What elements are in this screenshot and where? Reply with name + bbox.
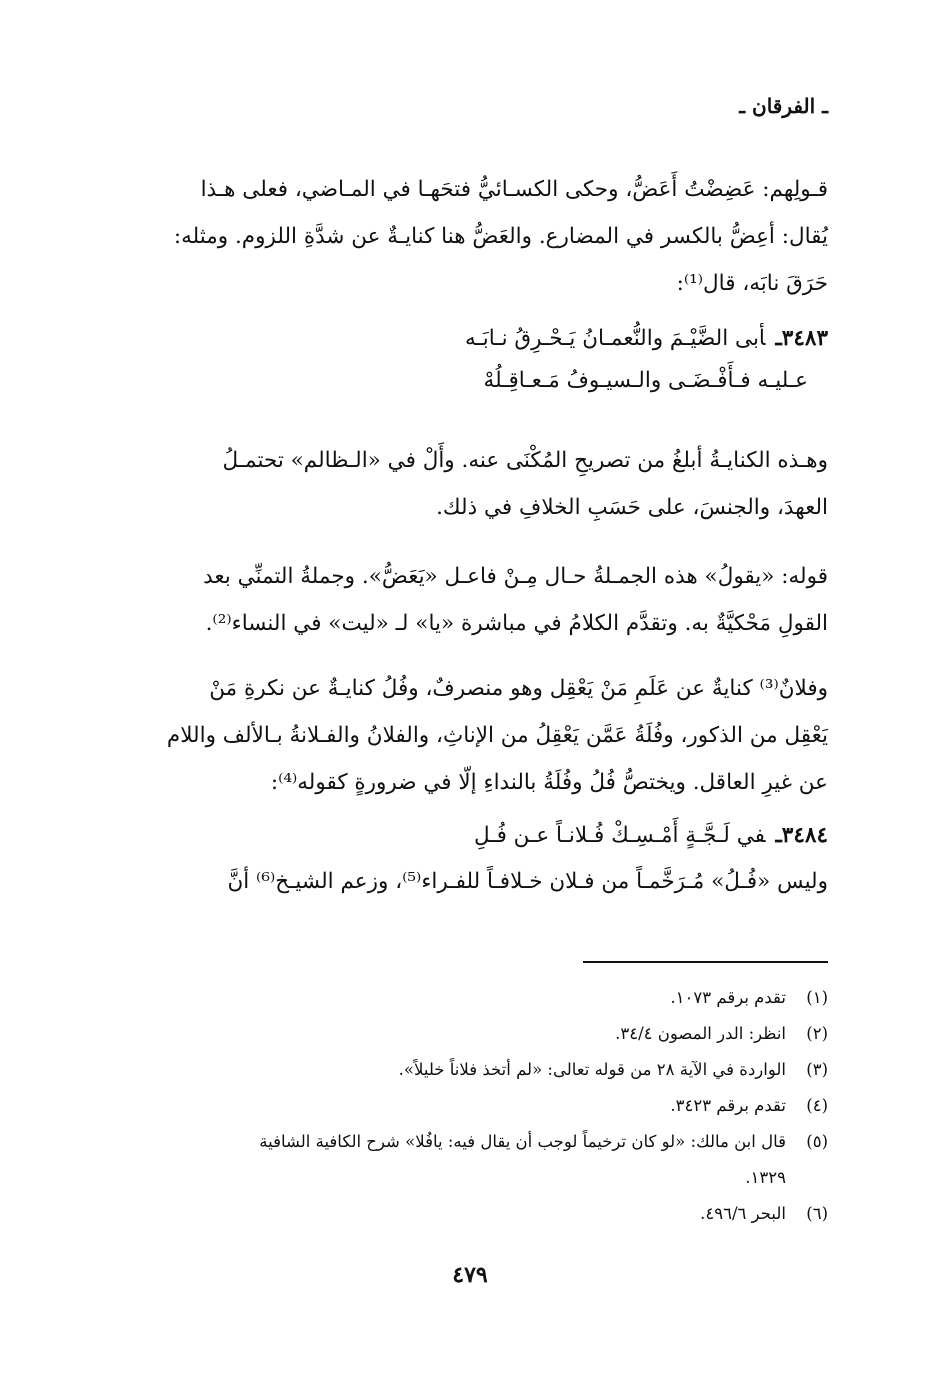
verse-hemistich: في لَـجَّـةٍ أَمْـسِـكْ فُـلانـاً عـن فُـلِ <box>473 823 766 848</box>
footnote-number: (٦) <box>806 1204 828 1223</box>
footnote-number: (٢) <box>806 1024 828 1043</box>
footnote <box>145 980 828 1016</box>
footnote-text: تقدم برقم ٣٤٢٣. <box>670 1096 786 1115</box>
text-line: يَعْقِل من الذكور، وفُلَةُ عَمَّن يَعْقِلُ من الإناثِ، والفلانُ والفـلانةُ بـالألف واللام <box>166 723 828 748</box>
text-line: وفلانٌ⁽³⁾ كنايةٌ عن عَلَمِ مَنْ يَعْقِل وهو منصرفٌ، وفُلُ كنايـةٌ عن نكرةِ مَنْ <box>209 676 828 701</box>
paragraph-2 <box>125 437 828 531</box>
footnote-number: (٤) <box>806 1096 828 1115</box>
footnote-text: قال ابن مالك: «لو كان ترخيماً لوجب أن يقال فيه: يافُلا» شرح الكافية الشافية <box>259 1132 786 1151</box>
verse-line <box>250 815 828 857</box>
text-line: قـولِهم: عَضِضْتُ أَعَضُّ، وحكى الكسـائيُّ فتحَهـا في المـاضي، فعلى هـذا <box>200 177 828 202</box>
footnote-text: البحر ٤٩٦/٦. <box>700 1204 786 1223</box>
text-line: يُقال: أعِضُّ بالكسر في المضارع. والعَضُّ هنا كنايـةٌ عن شدَّةِ اللزوم. ومثله: <box>173 224 828 249</box>
verse-hemistich: عـليـه فـأَفْـضَـى والـسيـوفُ مَـعـاقِـلُهْ <box>483 368 808 393</box>
footnote-text: تقدم برقم ١٠٧٣. <box>670 988 786 1007</box>
text-line: حَرَقَ نابَه، قال⁽¹⁾: <box>676 271 828 296</box>
paragraph-3 <box>125 553 828 647</box>
verse-hemistich: أبى الضَّيْـمَ والنُّعمـانُ يَـحْـرِقُ نـابَـه <box>464 326 766 351</box>
verse-number: ٣٤٨٣ـ <box>775 326 828 351</box>
text-line: وليس «فُـلُ» مُـرَخَّمـاً من فـلان خـلافـاً للفـراء⁽⁵⁾، وزعم الشيـخ⁽⁶⁾ أنَّ <box>227 869 828 894</box>
footnote-text: الواردة في الآية ٢٨ من قوله تعالى: «لم أتخذ فلاناً خليلاً». <box>398 1060 786 1079</box>
text-line: وهـذه الكنايـةُ أبلغُ من تصريحِ المُكْنَى عنه. وأَلْ في «الـظالم» تحتمـلُ <box>222 448 828 473</box>
text-line: قوله: «يقولُ» هذه الجمـلةُ حـال مِـنْ فاعـل «يَعَضُّ». وجملةُ التمنِّي بعد <box>203 564 828 589</box>
footnote-continuation: ١٣٢٩. <box>745 1168 786 1187</box>
footnote <box>145 1016 828 1052</box>
footnote <box>145 1088 828 1124</box>
paragraph-5 <box>125 858 828 905</box>
footnote-separator <box>583 961 828 963</box>
verse-number: ٣٤٨٤ـ <box>775 823 828 848</box>
running-header: ـ الفرقان ـ <box>739 94 828 118</box>
text-line: عن غيرِ العاقل. ويختصُّ فُلُ وفُلَةُ بالنداءِ إلّا في ضرورةٍ كقوله⁽⁴⁾: <box>270 770 828 795</box>
footnote-number: (٣) <box>806 1060 828 1079</box>
verse-line <box>250 318 828 360</box>
text-line: العهدَ، والجنسَ، على حَسَبِ الخلافِ في ذلك. <box>436 495 828 520</box>
footnote-number: (٥) <box>806 1132 828 1151</box>
footnote-text: انظر: الدر المصون ٣٤/٤. <box>615 1024 786 1043</box>
verse-3483 <box>250 318 828 402</box>
text-line: القولِ مَحْكيَّةٌ به. وتقدَّم الكلامُ في مباشرة «يا» لـ «ليت» في النساء⁽²⁾. <box>205 611 828 636</box>
paragraph-1 <box>125 166 828 307</box>
footnote <box>145 1196 828 1232</box>
footnote <box>145 1052 828 1088</box>
footnotes <box>145 980 828 1232</box>
page-number: ٤٧٩ <box>452 1262 488 1288</box>
verse-3484 <box>250 815 828 857</box>
footnote <box>145 1124 828 1196</box>
paragraph-4 <box>125 665 828 806</box>
footnote-number: (١) <box>806 988 828 1007</box>
